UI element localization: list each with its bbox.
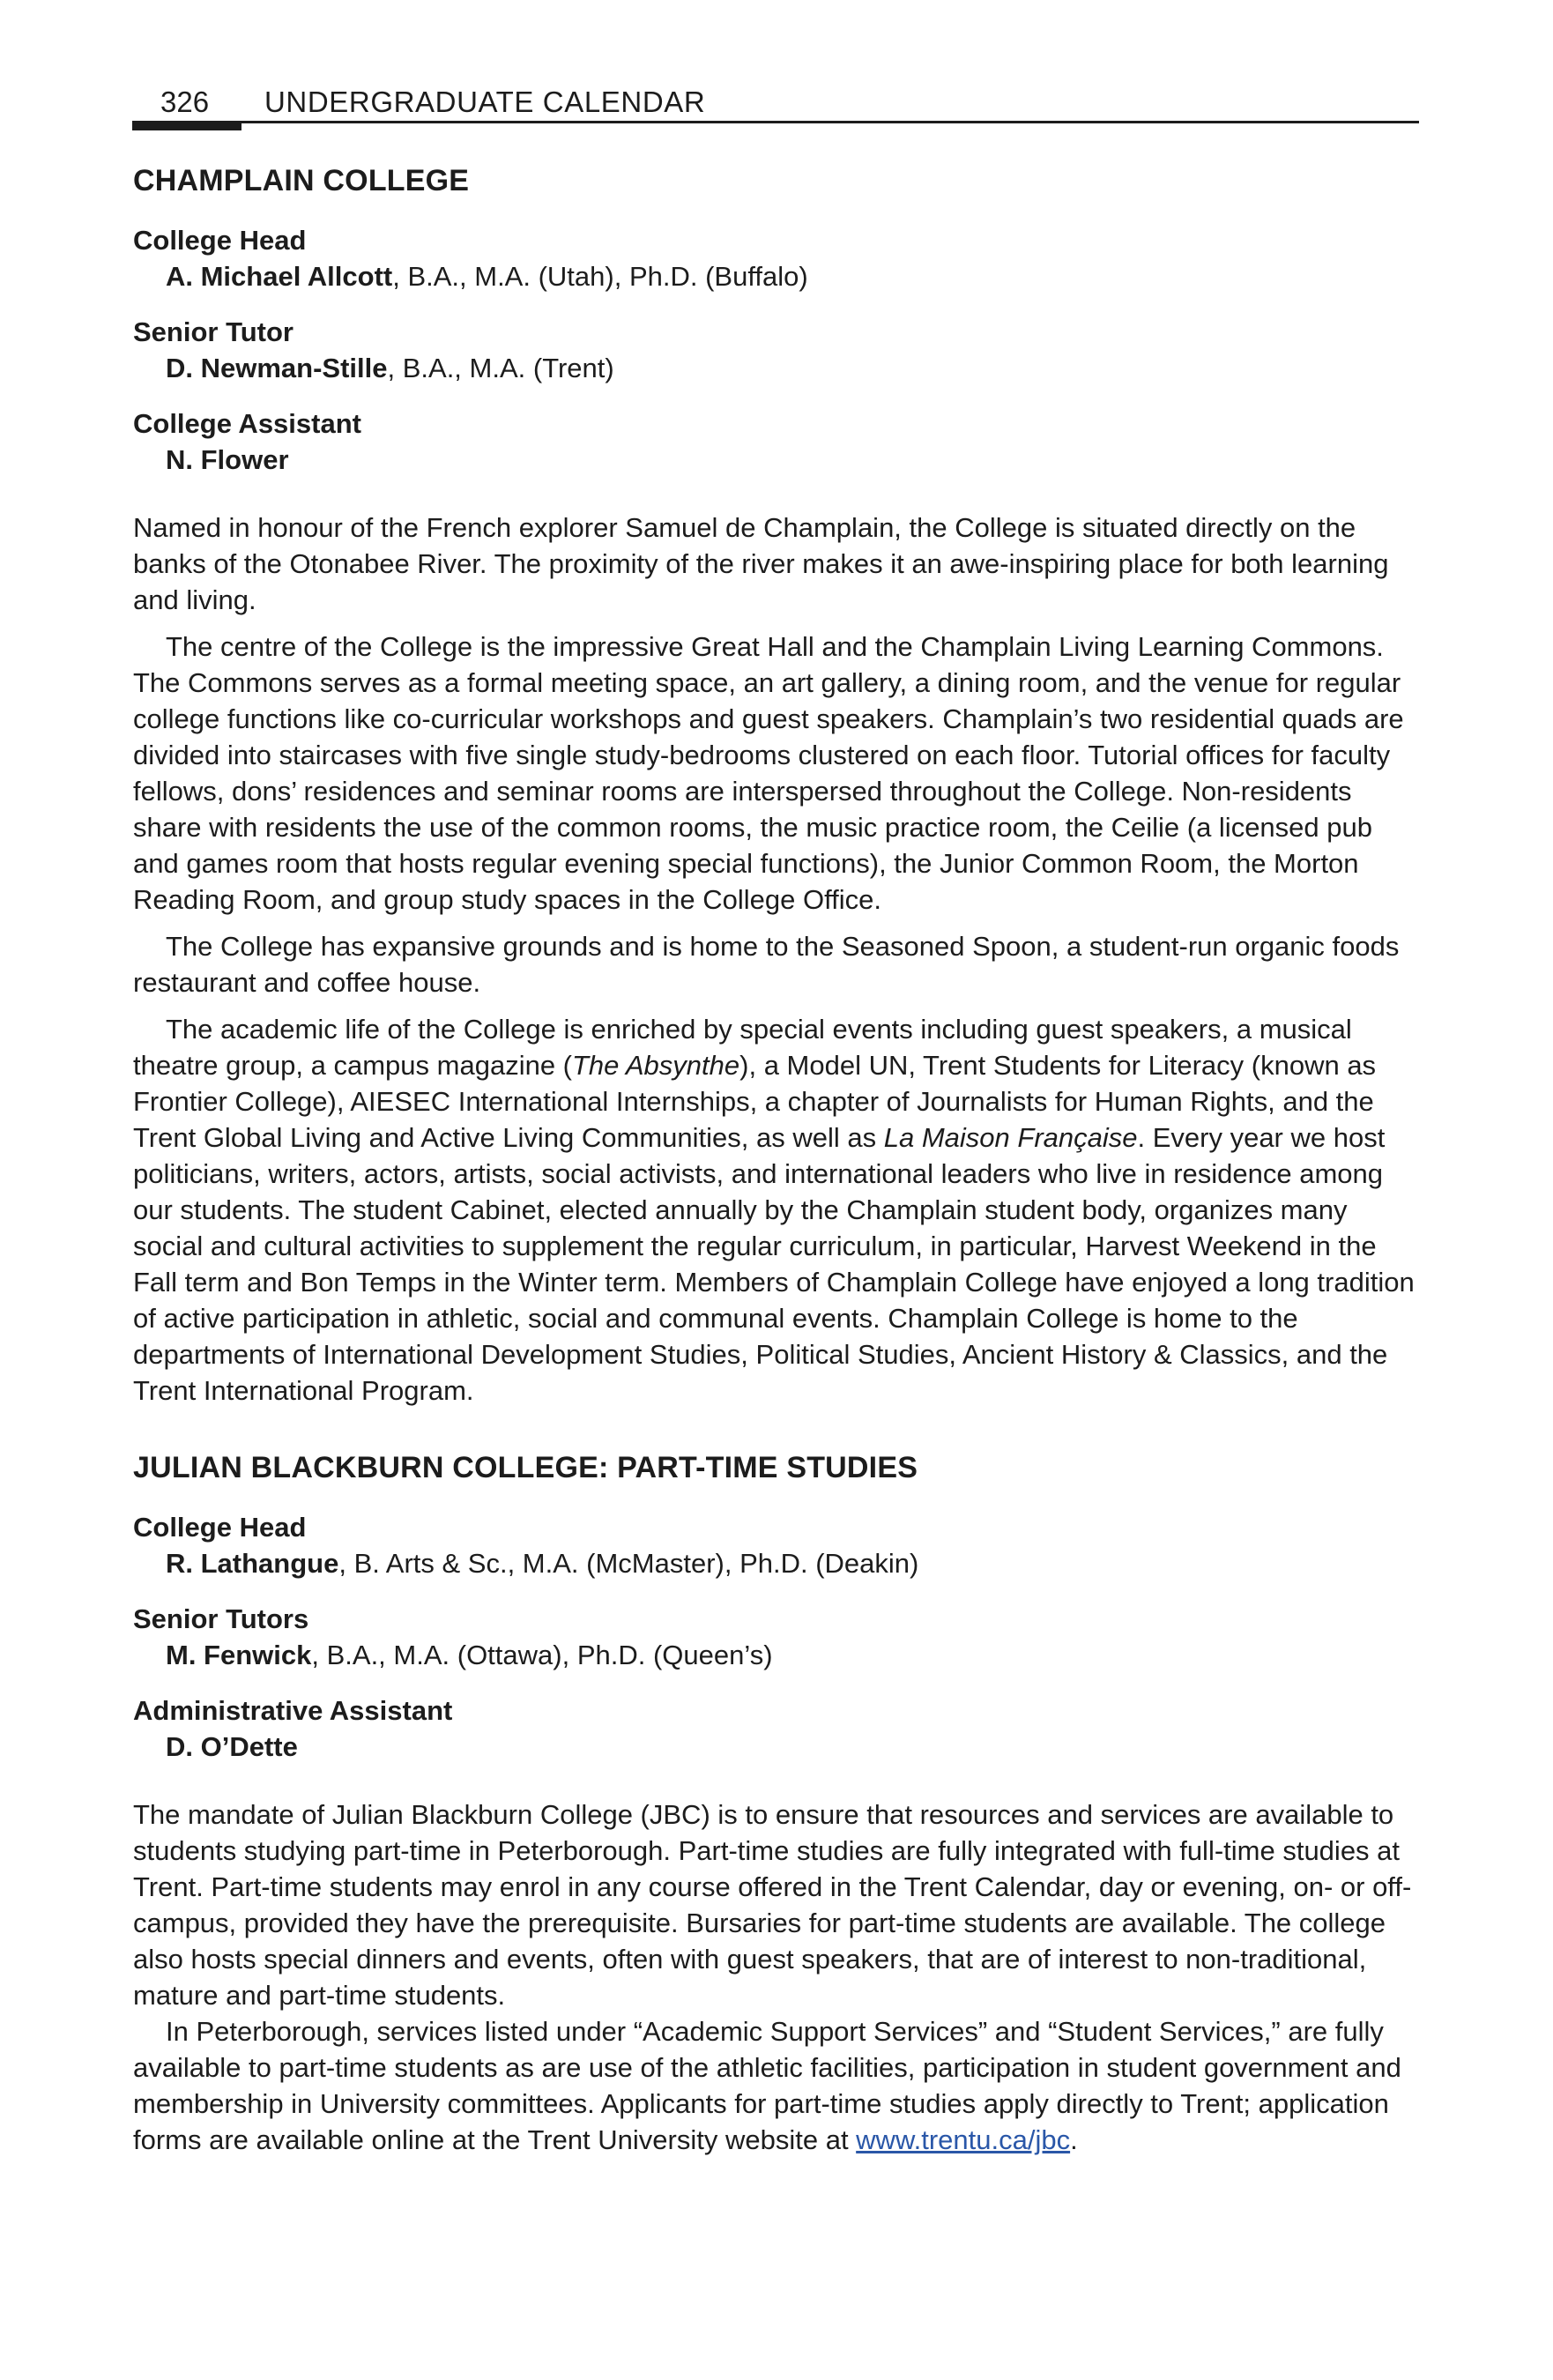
jbc-website-link[interactable]: www.trentu.ca/jbc [856, 2124, 1071, 2155]
staff-name: A. Michael Allcott [166, 261, 393, 292]
staff-credentials: , B. Arts & Sc., M.A. (McMaster), Ph.D. (Deakin) [338, 1548, 919, 1579]
paragraph-text: . Every year we host politicians, writers, actors, artists, social activists, and international leaders who live in residence among our students. The student Cabinet, elected annually by the Champlain student body, organizes many social and cultural activities to supplement the regular curriculum, in particular, Harvest Weekend in the Fall term and Bon Temps in the Winter term. Members of Champlain College have enjoyed a long tradition of active participation in athletic, social and communal events. Champlain College is home to the departments of International Development Studies, Political Studies, Ancient History & Classics, and the Trent International Program. [133, 1122, 1415, 1406]
staff-name: R. Lathangue [166, 1548, 339, 1579]
staff-person [133, 1545, 1420, 1581]
staff-name: M. Fenwick [166, 1640, 312, 1670]
running-title: UNDERGRADUATE CALENDAR [264, 86, 706, 118]
paragraph: The centre of the College is the impressive Great Hall and the Champlain Living Learning Commons. The Commons serves as a formal meeting space, an art gallery, a dining room, and the venue for regular college functions like co-curricular workshops and guest speakers. Champlain’s two residential quads are divided into staircases with five single study-bedrooms clustered on each floor. Tutorial offices for faculty fellows, dons’ residences and seminar rooms are interspersed throughout the College. Non-residents share with residents the use of the common rooms, the music practice room, the Ceilie (a licensed pub and games room that hosts regular evening special functions), the Junior Common Room, the Morton Reading Room, and group study spaces in the College Office. [133, 631, 1404, 915]
paragraph [133, 1011, 1420, 1409]
staff-person [133, 1729, 1420, 1765]
staff-role: Senior Tutor [133, 316, 294, 347]
staff-group [133, 222, 1420, 294]
staff-role: College Assistant [133, 408, 361, 439]
staff-person [133, 1637, 1420, 1673]
staff-role: Senior Tutors [133, 1603, 309, 1634]
staff-role: College Head [133, 225, 307, 256]
staff-group [133, 405, 1420, 478]
paragraph: The College has expansive grounds and is home to the Seasoned Spoon, a student-run organic foods restaurant and coffee house. [133, 931, 1400, 998]
section-julian-blackburn-college [133, 1447, 1420, 2158]
staff-list [133, 1509, 1420, 1765]
magazine-title: The Absynthe [572, 1050, 740, 1081]
paragraph-text: In Peterborough, services listed under “Academic Support Services” and “Student Services,” are fully available to part-time students as are use of the athletic facilities, participation in student government and membership in University committees. Applicants for part-time studies apply directly to Trent; application forms are available online at the Trent University website at [133, 2016, 1401, 2155]
staff-name: D. O’Dette [166, 1731, 298, 1762]
paragraph-text: The academic life of the College is enriched by special events including guest speakers, a musical theatre group, a campus magazine ( [133, 1014, 1352, 1081]
paragraph-text: ), a Model UN, Trent Students for Literacy (known as Frontier College), AIESEC International Internships, a chapter of Journalists for Human Rights, and the Trent Global Living and Active Living Communities, as well as [133, 1050, 1377, 1153]
paragraph: The mandate of Julian Blackburn College (JBC) is to ensure that resources and services are available to students studying part-time in Peterborough. Part-time studies are fully integrated with full-time studies at Trent. Part-time students may enrol in any course offered in the Trent Calendar, day or evening, on- or off-campus, provided they have the prerequisite. Bursaries for part-time students are available. The college also hosts special dinners and events, often with guest speakers, that are of interest to non-traditional, mature and part-time students. [133, 1799, 1412, 2011]
paragraph-text: . [1070, 2124, 1078, 2155]
staff-person [133, 350, 1420, 386]
staff-name: N. Flower [166, 444, 289, 475]
staff-person [133, 258, 1420, 294]
staff-group [133, 1509, 1420, 1581]
page-number: 326 [160, 86, 210, 118]
header-tab [132, 121, 241, 130]
section-title: CHAMPLAIN COLLEGE [133, 164, 470, 197]
staff-credentials: , B.A., M.A. (Trent) [387, 353, 614, 383]
staff-list [133, 222, 1420, 478]
paragraph [133, 2013, 1420, 2158]
program-name: La Maison Française [883, 1122, 1138, 1153]
section-champlain-college [133, 160, 1420, 1409]
staff-role: Administrative Assistant [133, 1695, 453, 1726]
staff-role: College Head [133, 1512, 307, 1543]
staff-group [133, 1601, 1420, 1673]
header-rule [132, 121, 1419, 123]
staff-group [133, 1692, 1420, 1765]
page-header [132, 82, 1419, 135]
section-title: JULIAN BLACKBURN COLLEGE: PART-TIME STUDIES [133, 1451, 918, 1484]
staff-credentials: , B.A., M.A. (Utah), Ph.D. (Buffalo) [392, 261, 808, 292]
paragraph: Named in honour of the French explorer Samuel de Champlain, the College is situated directly on the banks of the Otonabee River. The proximity of the river makes it an awe-inspiring place for both learning and living. [133, 512, 1389, 615]
staff-credentials: , B.A., M.A. (Ottawa), Ph.D. (Queen’s) [311, 1640, 773, 1670]
staff-person [133, 442, 1420, 478]
body-text [133, 509, 1420, 1409]
staff-group [133, 314, 1420, 386]
staff-name: D. Newman-Stille [166, 353, 388, 383]
page-content [133, 160, 1420, 2158]
body-text [133, 1796, 1420, 2158]
